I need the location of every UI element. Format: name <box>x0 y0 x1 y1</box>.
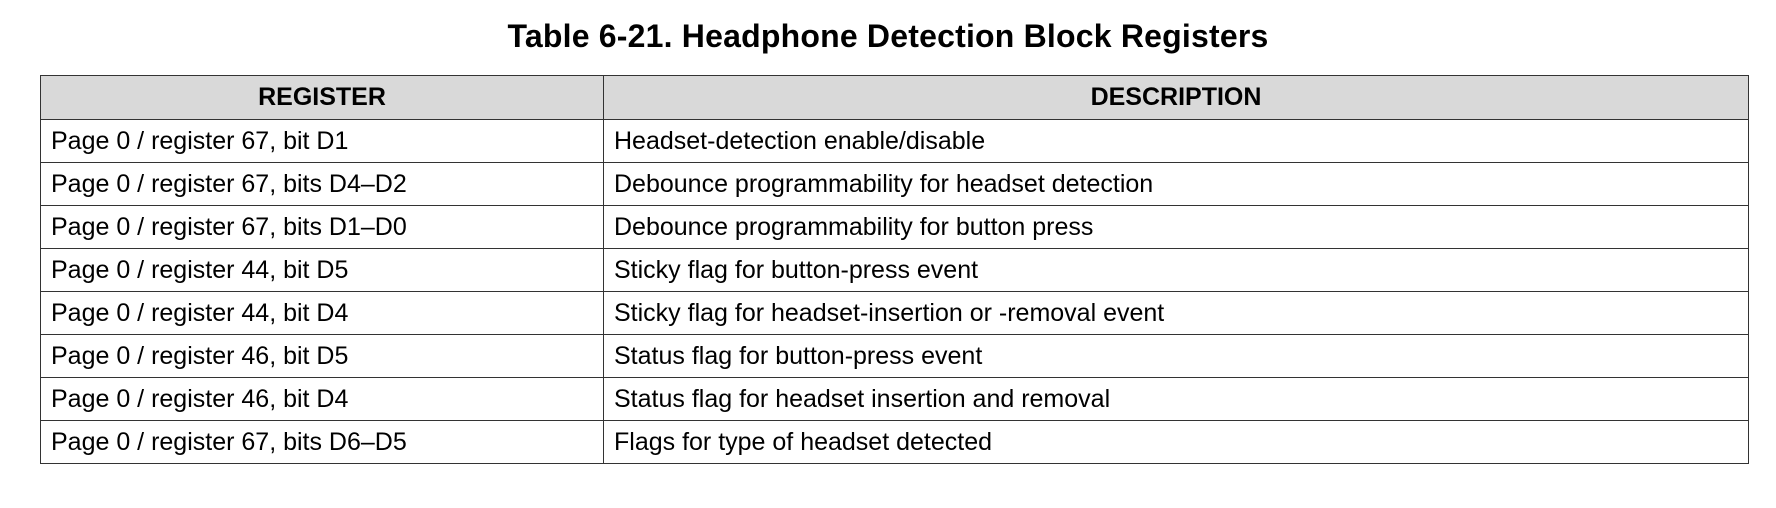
register-cell: Page 0 / register 46, bit D5 <box>41 335 604 378</box>
description-cell: Sticky flag for button-press event <box>604 249 1749 292</box>
table-row <box>41 335 1749 378</box>
table-row <box>41 206 1749 249</box>
table-row <box>41 163 1749 206</box>
table-header <box>41 76 1749 120</box>
header-register: REGISTER <box>41 76 604 120</box>
table-row <box>41 292 1749 335</box>
table-row <box>41 421 1749 464</box>
register-cell: Page 0 / register 44, bit D4 <box>41 292 604 335</box>
register-cell: Page 0 / register 67, bit D1 <box>41 120 604 163</box>
header-row <box>41 76 1749 120</box>
description-cell: Debounce programmability for headset detection <box>604 163 1749 206</box>
register-cell: Page 0 / register 67, bits D1–D0 <box>41 206 604 249</box>
description-cell: Debounce programmability for button press <box>604 206 1749 249</box>
description-cell: Status flag for button-press event <box>604 335 1749 378</box>
register-cell: Page 0 / register 67, bits D4–D2 <box>41 163 604 206</box>
register-table <box>40 75 1749 464</box>
table-row <box>41 120 1749 163</box>
register-cell: Page 0 / register 46, bit D4 <box>41 378 604 421</box>
description-cell: Headset-detection enable/disable <box>604 120 1749 163</box>
table-body <box>41 120 1749 464</box>
table-row <box>41 249 1749 292</box>
register-cell: Page 0 / register 67, bits D6–D5 <box>41 421 604 464</box>
description-cell: Flags for type of headset detected <box>604 421 1749 464</box>
description-cell: Status flag for headset insertion and removal <box>604 378 1749 421</box>
table-row <box>41 378 1749 421</box>
table-title: Table 6-21. Headphone Detection Block Registers <box>507 18 1269 54</box>
register-cell: Page 0 / register 44, bit D5 <box>41 249 604 292</box>
header-description: DESCRIPTION <box>604 76 1749 120</box>
description-cell: Sticky flag for headset-insertion or -removal event <box>604 292 1749 335</box>
